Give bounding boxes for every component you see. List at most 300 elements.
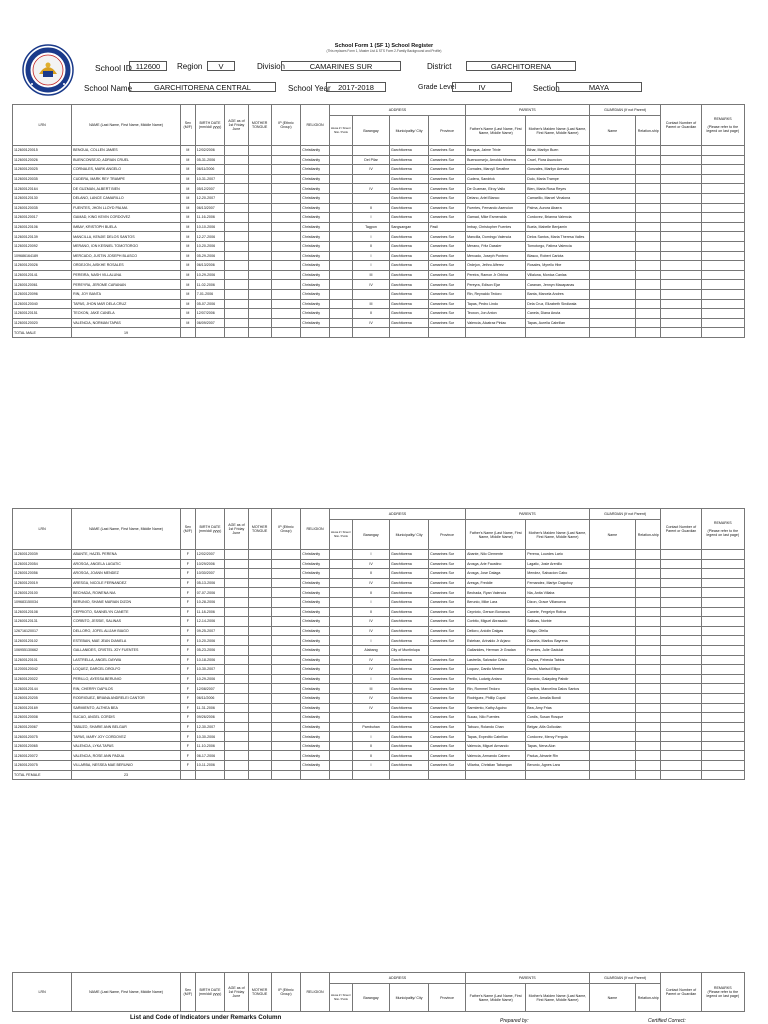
mother-cell: Fuentes, Julie Gadulat [526, 645, 589, 655]
form-subtitle: (This replaces Form 1, Master List & STS Form 2-Family Background and Profile) [326, 49, 442, 53]
mother-cell: Padua, Almarie Rin [526, 751, 589, 761]
remarks-cell [701, 299, 744, 309]
birth-date-cell: 12-30-2007 [195, 722, 225, 732]
religion-cell: Christianity [301, 645, 330, 655]
sex-cell: F [180, 732, 195, 742]
mother-tongue-cell [248, 213, 271, 223]
contact-cell [661, 550, 701, 560]
father-cell: Ceprioto, Gerson Bonanza [466, 607, 526, 617]
name-cell: AROSGA, JOANN MENDEZ [72, 569, 181, 579]
mother-cell: Daywa, Febecia Tabios [526, 655, 589, 665]
relationship-cell [636, 761, 661, 771]
ip-cell [271, 184, 301, 194]
lrn-cell: 112600120072 [13, 751, 72, 761]
age-cell [225, 607, 248, 617]
col-parents: PARENTS [466, 509, 590, 520]
remarks-cell [701, 655, 744, 665]
religion-cell: Christianity [301, 761, 330, 771]
mother-tongue-cell [248, 184, 271, 194]
table-row [13, 703, 745, 713]
religion-cell: Christianity [301, 251, 330, 261]
name-cell: MERCADO, JUSTIN JOSEPH BLASCO [72, 251, 181, 261]
guardian-name-cell [589, 309, 635, 319]
sex-cell: M [180, 193, 195, 203]
contact-cell [661, 299, 701, 309]
name-cell: CORBITO, JESSIE, SALINAS [72, 617, 181, 627]
birth-date-cell: 05-13-2006 [195, 578, 225, 588]
table-row [13, 569, 745, 579]
province-cell: Camarines Sur [429, 280, 466, 290]
school-year-field[interactable]: 2017-2018 [326, 82, 386, 92]
relationship-cell [636, 550, 661, 560]
barangay-cell: II [353, 607, 390, 617]
guardian-name-cell [589, 636, 635, 646]
religion-cell: Christianity [301, 289, 330, 299]
name-cell: DELANO, LANCE CAMARILLO [72, 193, 181, 203]
house-cell [329, 289, 352, 299]
ip-cell [271, 626, 301, 636]
province-cell: Camarines Sur [429, 203, 466, 213]
ip-cell [271, 155, 301, 165]
mother-cell: Bien, Maria Rosa Reyes [526, 184, 589, 194]
relationship-cell [636, 751, 661, 761]
age-cell [225, 309, 248, 319]
age-cell [225, 693, 248, 703]
total-male-value: 19 [72, 328, 181, 338]
barangay-cell: III [353, 299, 390, 309]
father-cell: Tapas, Pedro Lindo [466, 299, 526, 309]
municipality-cell: City of Muntinlupa [390, 645, 429, 655]
sex-cell: F [180, 597, 195, 607]
guardian-name-cell [589, 146, 635, 156]
remarks-cell [701, 203, 744, 213]
province-cell: Camarines Sur [429, 741, 466, 751]
age-cell [225, 684, 248, 694]
province-cell: Camarines Sur [429, 722, 466, 732]
col-province: Province [429, 520, 466, 550]
col-remarks [701, 105, 744, 146]
father-cell: Valencia, Armando Cabero [466, 751, 526, 761]
lrn-cell: 109683150034 [13, 597, 72, 607]
birth-date-cell: 10/30/2007 [195, 569, 225, 579]
guardian-name-cell [589, 655, 635, 665]
age-cell [225, 174, 248, 184]
municipality-cell: Garchitorena [390, 617, 429, 627]
province-cell: Camarines Sur [429, 693, 466, 703]
guardian-title: GUARDIAN [604, 108, 624, 112]
col-father: Father's Name (Last Name, First Name, Middle Name) [466, 984, 526, 1012]
section-field[interactable]: MAYA [556, 82, 642, 92]
barangay-cell: I [353, 251, 390, 261]
house-cell [329, 146, 352, 156]
lrn-cell: 112600120040 [13, 299, 72, 309]
birth-date-cell: 06/11/2006 [195, 693, 225, 703]
remarks-cell [701, 184, 744, 194]
relationship-cell [636, 289, 661, 299]
grade-level-field[interactable]: IV [452, 82, 512, 92]
lrn-cell: 112600120035 [13, 174, 72, 184]
province-cell: Camarines Sur [429, 550, 466, 560]
table-row [13, 213, 745, 223]
name-cell: TAPAS, MARY JOY CORDOVEZ [72, 732, 181, 742]
birth-date-cell: 10-20-2006 [195, 241, 225, 251]
province-cell: Camarines Sur [429, 751, 466, 761]
mother-cell: Lagatic, Josie Arenillo [526, 559, 589, 569]
barangay-cell: I [353, 597, 390, 607]
contact-cell [661, 578, 701, 588]
ip-cell [271, 241, 301, 251]
name-cell: GALLANIDES, CRISTEL JOY FUENTES [72, 645, 181, 655]
religion-cell: Christianity [301, 193, 330, 203]
mother-cell: Berunio, Agnes Lara [526, 761, 589, 771]
mother-cell: Villaluna, Monica Canlas [526, 270, 589, 280]
col-contact: Contact Number of Parent or Guardian [661, 509, 701, 550]
contact-cell [661, 761, 701, 771]
birth-date-cell: 05-23-2006 [195, 645, 225, 655]
mother-cell: Perena, Lourdes Lario [526, 550, 589, 560]
religion-cell: Christianity [301, 578, 330, 588]
religion-cell: Christianity [301, 636, 330, 646]
province-cell: Camarines Sur [429, 684, 466, 694]
house-cell [329, 270, 352, 280]
contact-cell [661, 655, 701, 665]
father-cell: Valencia, Miguel Armando [466, 741, 526, 751]
ip-cell [271, 203, 301, 213]
birth-date-cell: 12/08/2007 [195, 684, 225, 694]
municipality-cell: Garchitorena [390, 741, 429, 751]
birth-date-cell: 09/26/2006 [195, 713, 225, 723]
father-cell: Aresga, Freddie [466, 578, 526, 588]
contact-cell [661, 165, 701, 175]
mother-tongue-cell [248, 270, 271, 280]
name-cell: TEOXON, JAKE CANELA [72, 309, 181, 319]
col-address: ADDRESS [329, 105, 465, 116]
barangay-cell: II [353, 309, 390, 319]
mother-cell: Gonzales, Marilyn Arevalo [526, 165, 589, 175]
father-cell: Mancilla, Domingo Valencia [466, 232, 526, 242]
remarks-title: REMARKS [713, 986, 732, 990]
municipality-cell: Garchitorena [390, 665, 429, 675]
father-cell: Sucao, Nilo Fuentes [466, 713, 526, 723]
district-field[interactable]: GARCHITORENA [466, 61, 576, 71]
name-cell: CEPRIOTO, SANNELYN CANETE [72, 607, 181, 617]
contact-cell [661, 703, 701, 713]
mother-tongue-cell [248, 550, 271, 560]
ip-cell [271, 684, 301, 694]
col-barangay: Barangay [353, 520, 390, 550]
birth-date-cell: 7-01-2006 [195, 289, 225, 299]
father-cell: Arosga, Jose Dalaga [466, 569, 526, 579]
municipality-cell: Garchitorena [390, 684, 429, 694]
religion-cell: Christianity [301, 270, 330, 280]
col-father: Father's Name (Last Name, First Name, Middle Name) [466, 520, 526, 550]
lrn-cell: 112600120144 [13, 684, 72, 694]
house-cell [329, 626, 352, 636]
mother-cell: Buela, Mabelle Benjamin [526, 222, 589, 232]
age-cell [225, 270, 248, 280]
table-row [13, 261, 745, 271]
col-name: NAME (Last Name, First Name, Middle Name) [72, 509, 181, 550]
remarks-cell [701, 569, 744, 579]
name-cell: DELLORO, JOFEL ALIJAH BIAGO [72, 626, 181, 636]
province-cell: Camarines Sur [429, 184, 466, 194]
table-row [13, 318, 745, 328]
ip-cell [271, 751, 301, 761]
male-register-table [12, 104, 745, 338]
municipality-cell: Garchitorena [390, 569, 429, 579]
mother-cell: Caranan, Jennyn Macapanas [526, 280, 589, 290]
birth-date-cell: 10-30-2007 [195, 665, 225, 675]
sex-cell: M [180, 270, 195, 280]
age-cell [225, 636, 248, 646]
remarks-cell [701, 270, 744, 280]
col-house: House # / Street / Sitio / Purok [329, 520, 352, 550]
sex-cell: F [180, 703, 195, 713]
relationship-cell [636, 241, 661, 251]
father-cell: Rodriguez, Phillip Cupal [466, 693, 526, 703]
barangay-cell: IV [353, 665, 390, 675]
certified-correct-label: Certified Correct: [648, 1018, 686, 1024]
relationship-cell [636, 588, 661, 598]
name-cell: CUDERA, MARK REY TRAMPE [72, 174, 181, 184]
contact-cell [661, 607, 701, 617]
mother-cell: Banta, Marcela Andres [526, 289, 589, 299]
table-row [13, 550, 745, 560]
table-row [13, 693, 745, 703]
province-cell: Camarines Sur [429, 607, 466, 617]
remarks-cell [701, 232, 744, 242]
lrn-cell: 112600120075 [13, 761, 72, 771]
mother-cell: Belgar, Alfa Gollcolan [526, 722, 589, 732]
col-municipality: Municipality/ City [390, 520, 429, 550]
municipality-cell: Garchitorena [390, 550, 429, 560]
division-field[interactable]: CAMARINES SUR [281, 61, 401, 71]
lrn-cell: 112600120015 [13, 146, 72, 156]
municipality-cell: Garchitorena [390, 732, 429, 742]
barangay-cell [353, 146, 390, 156]
relationship-cell [636, 318, 661, 328]
ip-cell [271, 569, 301, 579]
sex-cell: F [180, 693, 195, 703]
lrn-cell: 112600120039 [13, 550, 72, 560]
barangay-cell: IV [353, 559, 390, 569]
mother-tongue-cell [248, 289, 271, 299]
relationship-cell [636, 270, 661, 280]
province-cell: Camarines Sur [429, 270, 466, 280]
house-cell [329, 213, 352, 223]
municipality-cell: Garchitorena [390, 318, 429, 328]
province-cell: Camarines Sur [429, 232, 466, 242]
remarks-cell [701, 741, 744, 751]
legend-list-title: List and Code of Indicators under Remarks Column [130, 1014, 282, 1021]
age-cell [225, 165, 248, 175]
house-cell [329, 241, 352, 251]
province-cell [429, 645, 466, 655]
name-cell: BENGUA, COLLEN JAMES [72, 146, 181, 156]
mother-cell: Delos Santos, Maria Theresa Valles [526, 232, 589, 242]
school-name-field[interactable]: GARCHITORENA CENTRAL [129, 82, 276, 92]
province-cell: Camarines Sur [429, 165, 466, 175]
religion-cell: Christianity [301, 550, 330, 560]
relationship-cell [636, 146, 661, 156]
table-row [13, 674, 745, 684]
sex-cell: F [180, 550, 195, 560]
age-cell [225, 617, 248, 627]
father-cell: Gamad, Mike Esmeralda [466, 213, 526, 223]
region-field[interactable]: V [207, 61, 235, 71]
contact-cell [661, 741, 701, 751]
age-cell [225, 741, 248, 751]
province-cell: Camarines Sur [429, 732, 466, 742]
house-cell [329, 588, 352, 598]
col-guardian [589, 105, 661, 116]
contact-cell [661, 645, 701, 655]
age-cell [225, 222, 248, 232]
mother-tongue-cell [248, 251, 271, 261]
sex-cell: M [180, 261, 195, 271]
name-cell: VALENCIA, NORMAN TAPAS [72, 318, 181, 328]
barangay-cell: I [353, 261, 390, 271]
house-cell [329, 684, 352, 694]
religion-cell: Christianity [301, 165, 330, 175]
birth-date-cell: 07-07-2006 [195, 588, 225, 598]
col-religion: RELIGION [301, 973, 330, 1012]
contact-cell [661, 318, 701, 328]
lrn-cell: 112600120164 [13, 184, 72, 194]
barangay-cell: III [353, 684, 390, 694]
province-cell: Camarines Sur [429, 559, 466, 569]
age-cell [225, 569, 248, 579]
contact-cell [661, 617, 701, 627]
house-cell [329, 184, 352, 194]
province-cell: Camarines Sur [429, 193, 466, 203]
municipality-cell: Garchitorena [390, 232, 429, 242]
guardian-name-cell [589, 578, 635, 588]
mother-tongue-cell [248, 165, 271, 175]
birth-date-cell: 06/13/2006 [195, 261, 225, 271]
sex-cell: F [180, 751, 195, 761]
religion-cell: Christianity [301, 155, 330, 165]
ip-cell [271, 597, 301, 607]
religion-cell: Christianity [301, 703, 330, 713]
father-cell: Teoxon, Jon Anton [466, 309, 526, 319]
lrn-cell: 112600120096 [13, 289, 72, 299]
mother-tongue-cell [248, 146, 271, 156]
relationship-cell [636, 655, 661, 665]
col-address: ADDRESS [329, 509, 465, 520]
ip-cell [271, 732, 301, 742]
barangay-cell: II [353, 569, 390, 579]
remarks-cell [701, 241, 744, 251]
religion-cell: Christianity [301, 741, 330, 751]
mother-tongue-cell [248, 569, 271, 579]
table-row [13, 665, 745, 675]
guardian-name-cell [589, 693, 635, 703]
school-id-field[interactable]: 112600 [129, 61, 167, 71]
ip-cell [271, 146, 301, 156]
mother-cell: Cantor, Amalia Bondi [526, 693, 589, 703]
remarks-cell [701, 636, 744, 646]
name-cell: BECHADA, ROWENA NIA [72, 588, 181, 598]
relationship-cell [636, 741, 661, 751]
religion-cell: Christianity [301, 203, 330, 213]
father-cell: Berunio, Mike Lara [466, 597, 526, 607]
sex-cell: M [180, 203, 195, 213]
name-cell: VILLARBA, NESSEA MAE BERUNIO [72, 761, 181, 771]
barangay-cell: I [353, 732, 390, 742]
col-sex: Sex (M/F) [180, 105, 195, 146]
lrn-cell: 112600120102 [13, 636, 72, 646]
lrn-cell: 112600120017 [13, 213, 72, 223]
age-cell [225, 645, 248, 655]
ip-cell [271, 213, 301, 223]
municipality-cell: Garchitorena [390, 203, 429, 213]
table-row [13, 203, 745, 213]
guardian-name-cell [589, 559, 635, 569]
sex-cell: M [180, 289, 195, 299]
father-cell: Tapas, Expedito Cabrillan [466, 732, 526, 742]
contact-cell [661, 222, 701, 232]
table-row [13, 684, 745, 694]
house-cell [329, 703, 352, 713]
municipality-cell: Garchitorena [390, 588, 429, 598]
age-cell [225, 280, 248, 290]
province-cell: Camarines Sur [429, 761, 466, 771]
mother-cell: Bea, Amy Frias [526, 703, 589, 713]
ip-cell [271, 761, 301, 771]
col-name: NAME (Last Name, First Name, Middle Name) [72, 105, 181, 146]
mother-tongue-cell [248, 684, 271, 694]
relationship-cell [636, 309, 661, 319]
sex-cell: M [180, 241, 195, 251]
contact-cell [661, 722, 701, 732]
ip-cell [271, 251, 301, 261]
province-cell: Camarines Sur [429, 626, 466, 636]
relationship-cell [636, 165, 661, 175]
relationship-cell [636, 722, 661, 732]
age-cell [225, 232, 248, 242]
age-cell [225, 241, 248, 251]
name-cell: FUENTES, JHON LLOYD PALMA [72, 203, 181, 213]
province-cell: Camarines Sur [429, 146, 466, 156]
lrn-cell: 112600120026 [13, 261, 72, 271]
house-cell [329, 309, 352, 319]
age-cell [225, 665, 248, 675]
relationship-cell [636, 261, 661, 271]
lrn-cell: 112600120075 [13, 732, 72, 742]
table-row [13, 655, 745, 665]
sex-cell: M [180, 318, 195, 328]
municipality-cell: Garchitorena [390, 213, 429, 223]
third-page-header-table [12, 972, 745, 1012]
col-birth-date: BIRTH DATE (mm/dd/ yyyy) [195, 973, 225, 1012]
father-cell: Valencia, Alcatraz Pinlac [466, 318, 526, 328]
father-cell: Rin, Rommel Tedoro [466, 684, 526, 694]
name-cell: TAPAS, JHON MAR DELA CRUZ [72, 299, 181, 309]
house-cell [329, 761, 352, 771]
col-barangay: Barangay [353, 116, 390, 146]
remarks-cell [701, 665, 744, 675]
col-mother: Mother's Maiden Name (Last Name, First Name, Middle Name) [526, 116, 589, 146]
female-register-table [12, 508, 745, 780]
contact-cell [661, 174, 701, 184]
mother-tongue-cell [248, 559, 271, 569]
guardian-name-cell [589, 722, 635, 732]
birth-date-cell: 11-10-2006 [195, 741, 225, 751]
name-cell: VALENCIA, ROSE ANN PADUA [72, 751, 181, 761]
house-cell [329, 174, 352, 184]
house-cell [329, 645, 352, 655]
